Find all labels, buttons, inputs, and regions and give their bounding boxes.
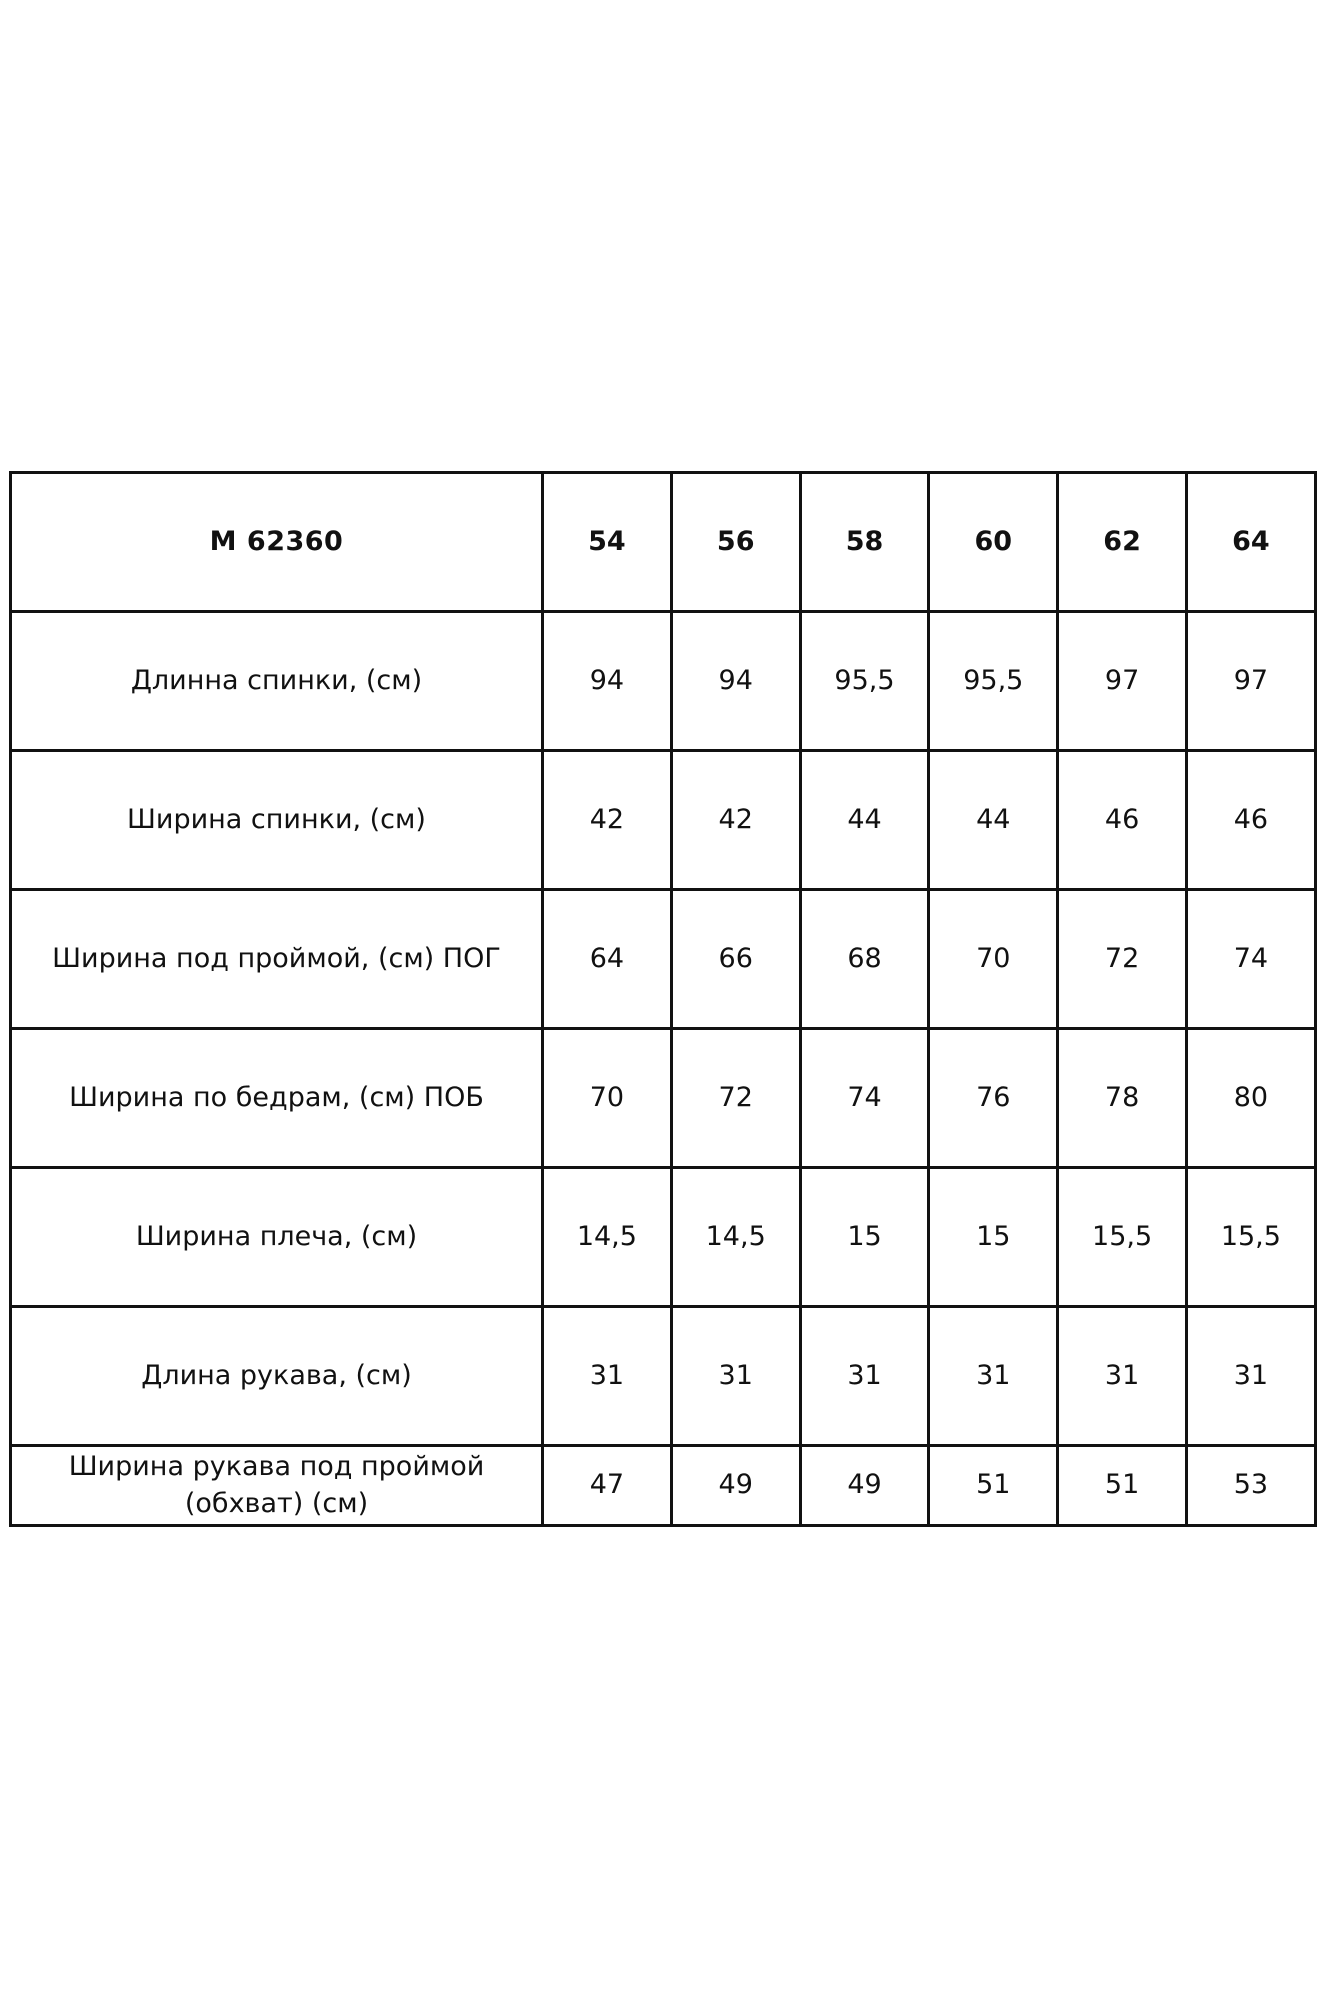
table-cell: 15 xyxy=(929,1168,1058,1307)
table-cell: 31 xyxy=(543,1307,672,1446)
size-chart-table xyxy=(9,471,1317,1527)
row-label: Ширина под проймой, (см) ПОГ xyxy=(11,890,543,1029)
table-cell: 49 xyxy=(671,1446,800,1526)
table-cell: 76 xyxy=(929,1029,1058,1168)
table-cell: 31 xyxy=(929,1307,1058,1446)
table-cell: 42 xyxy=(543,751,672,890)
table-cell: 44 xyxy=(929,751,1058,890)
table-cell: 15,5 xyxy=(1058,1168,1187,1307)
table-cell: 80 xyxy=(1186,1029,1315,1168)
table-cell: 68 xyxy=(800,890,929,1029)
table-cell: 15,5 xyxy=(1186,1168,1315,1307)
table-cell: 14,5 xyxy=(671,1168,800,1307)
table-cell: 70 xyxy=(929,890,1058,1029)
table-cell: 31 xyxy=(1058,1307,1187,1446)
model-number: М 62360 xyxy=(11,473,543,612)
table-cell: 94 xyxy=(543,612,672,751)
table-row xyxy=(11,1446,1316,1526)
table-cell: 31 xyxy=(800,1307,929,1446)
size-header: 58 xyxy=(800,473,929,612)
row-label: Ширина спинки, (см) xyxy=(11,751,543,890)
table-cell: 94 xyxy=(671,612,800,751)
table-cell: 53 xyxy=(1186,1446,1315,1526)
table-cell: 74 xyxy=(1186,890,1315,1029)
size-header: 64 xyxy=(1186,473,1315,612)
table-header-row xyxy=(11,473,1316,612)
table-cell: 51 xyxy=(1058,1446,1187,1526)
table-row xyxy=(11,612,1316,751)
size-header: 54 xyxy=(543,473,672,612)
table-cell: 49 xyxy=(800,1446,929,1526)
table-cell: 31 xyxy=(1186,1307,1315,1446)
table-cell: 46 xyxy=(1058,751,1187,890)
row-label: Ширина плеча, (см) xyxy=(11,1168,543,1307)
table-cell: 95,5 xyxy=(929,612,1058,751)
table-cell: 42 xyxy=(671,751,800,890)
table-cell: 46 xyxy=(1186,751,1315,890)
table-cell: 97 xyxy=(1186,612,1315,751)
table-row xyxy=(11,1307,1316,1446)
table-cell: 14,5 xyxy=(543,1168,672,1307)
table-cell: 47 xyxy=(543,1446,672,1526)
table-cell: 97 xyxy=(1058,612,1187,751)
table-cell: 15 xyxy=(800,1168,929,1307)
size-header: 62 xyxy=(1058,473,1187,612)
table-row xyxy=(11,890,1316,1029)
table-row xyxy=(11,751,1316,890)
row-label: Ширина по бедрам, (см) ПОБ xyxy=(11,1029,543,1168)
table-cell: 66 xyxy=(671,890,800,1029)
table-cell: 78 xyxy=(1058,1029,1187,1168)
table-row xyxy=(11,1168,1316,1307)
table-cell: 44 xyxy=(800,751,929,890)
row-label: Длина рукава, (см) xyxy=(11,1307,543,1446)
table-cell: 70 xyxy=(543,1029,672,1168)
table-cell: 64 xyxy=(543,890,672,1029)
size-header: 60 xyxy=(929,473,1058,612)
table-cell: 31 xyxy=(671,1307,800,1446)
row-label: Ширина рукава под проймой (обхват) (см) xyxy=(11,1446,543,1526)
size-header: 56 xyxy=(671,473,800,612)
table-cell: 72 xyxy=(671,1029,800,1168)
table-cell: 74 xyxy=(800,1029,929,1168)
table-cell: 51 xyxy=(929,1446,1058,1526)
row-label: Длинна спинки, (см) xyxy=(11,612,543,751)
table-cell: 72 xyxy=(1058,890,1187,1029)
table-row xyxy=(11,1029,1316,1168)
table-cell: 95,5 xyxy=(800,612,929,751)
